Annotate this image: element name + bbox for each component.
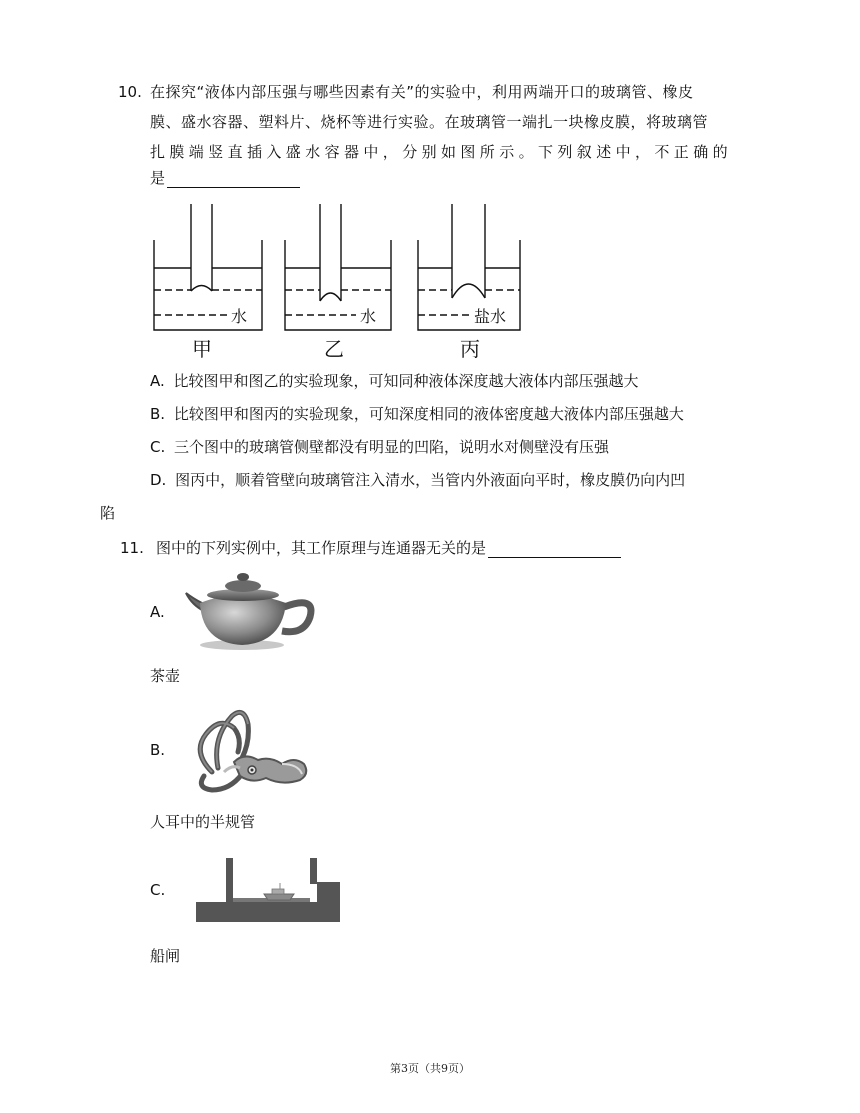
pressure-experiment-figure [140, 198, 540, 363]
question-10-stem-line-4 [150, 168, 300, 188]
option-11-c-caption: 船闸 [150, 947, 181, 965]
option-11-c-label[interactable]: C. [150, 881, 166, 899]
question-11-number: 11. [120, 539, 144, 557]
page-footer: 第3页（共9页） [390, 1062, 470, 1075]
option-11-b-label[interactable]: B. [150, 741, 166, 759]
option-b[interactable] [150, 404, 684, 424]
option-c[interactable] [150, 437, 609, 457]
option-c-label: C. [150, 438, 166, 456]
option-d-label: D. [150, 471, 167, 489]
option-11-a-caption: 茶壶 [150, 667, 181, 685]
option-a-label: A. [150, 372, 165, 390]
option-b-label: B. [150, 405, 166, 423]
option-d-continuation: 陷 [100, 504, 116, 522]
option-b-text: 比较图甲和图丙的实验现象，可知深度相同的液体密度越大液体内部压强越大 [173, 405, 684, 423]
teapot-image [184, 565, 320, 651]
answer-blank-11[interactable] [488, 541, 621, 558]
semicircular-canals-image [182, 702, 320, 798]
liquid-label-bing: 盐水 [474, 307, 507, 326]
liquid-label-yi: 水 [360, 307, 377, 326]
option-d-text: 图丙中，顺着管壁向玻璃管注入清水，当管内外液面向平时，橡皮膜仍向内凹 [175, 471, 686, 489]
question-11-stem [156, 538, 621, 558]
option-a-text: 比较图甲和图乙的实验现象，可知同种液体深度越大液体内部压强越大 [173, 372, 639, 390]
question-10-stem-line-4-text: 是 [150, 169, 166, 187]
question-11-stem-text: 图中的下列实例中，其工作原理与连通器无关的是 [156, 539, 487, 557]
figure-label-yi: 乙 [324, 337, 344, 361]
question-10-stem-line-1: 在探究“液体内部压强与哪些因素有关”的实验中，利用两端开口的玻璃管、橡皮 [150, 83, 694, 101]
option-d[interactable] [150, 470, 685, 490]
answer-blank-10[interactable] [167, 171, 300, 188]
question-10-stem-line-3: 扎膜端竖直插入盛水容器中，分别如图所示。下列叙述中，不正确的 [150, 143, 733, 161]
option-a[interactable] [150, 371, 639, 391]
question-10-stem-line-2: 膜、盛水容器、塑料片、烧杯等进行实验。在玻璃管一端扎一块橡皮膜，将玻璃管 [150, 113, 709, 131]
figure-label-bing: 丙 [460, 337, 480, 361]
option-c-text: 三个图中的玻璃管侧壁都没有明显的凹陷，说明水对侧壁没有压强 [174, 438, 610, 456]
option-11-a-label[interactable]: A. [150, 603, 165, 621]
question-10-number: 10. [118, 83, 142, 101]
ship-lock-image [196, 856, 340, 926]
option-11-b-caption: 人耳中的半规管 [150, 813, 256, 831]
liquid-label-jia: 水 [231, 307, 248, 326]
figure-label-jia: 甲 [192, 337, 212, 361]
